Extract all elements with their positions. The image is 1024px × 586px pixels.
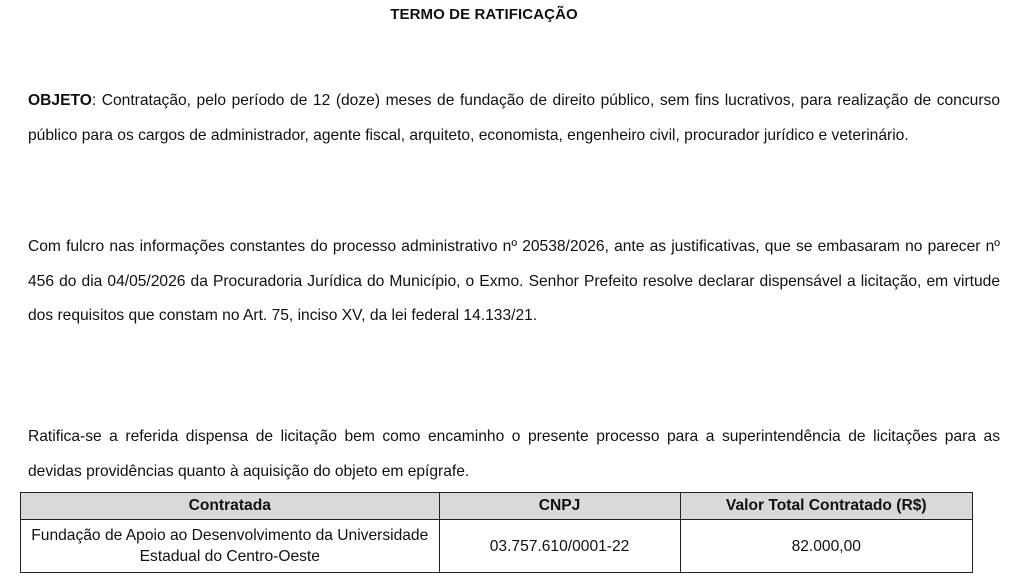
table-header-row	[21, 493, 973, 520]
fulcro-paragraph: Com fulcro nas informações constantes do processo administrativo nº 20538/2026, ante as justificativas, que se embasaram no parecer nº 456 do dia 04/05/2026 da Procuradoria Jurídica do Município, o Exmo. Senhor Prefeito resolve declarar dispensável a licitação, em virtude dos requisitos que constam no Art. 75, inciso XV, da lei federal 14.133/21.	[28, 238, 1000, 324]
header-contratada: Contratada	[21, 493, 440, 520]
cell-valor: 82.000,00	[680, 520, 972, 573]
ratifica-paragraph: Ratifica-se a referida dispensa de licitação bem como encaminho o presente processo para a superintendência de licitações para as devidas providências quanto à aquisição do objeto em epígrafe.	[28, 428, 1000, 480]
contract-table	[20, 492, 973, 573]
objeto-text: : Contratação, pelo período de 12 (doze) meses de fundação de direito público, sem fins lucrativos, para realização de concurso público para os cargos de administrador, agente fiscal, arquiteto, economista, engenheiro civil, procurador jurídico e veterinário.	[28, 92, 1000, 144]
document-title: TERMO DE RATIFICAÇÃO	[390, 6, 578, 23]
header-valor: Valor Total Contratado (R$)	[680, 493, 972, 520]
table-row	[21, 520, 973, 573]
cell-cnpj: 03.757.610/0001-22	[439, 520, 680, 573]
header-cnpj: CNPJ	[439, 493, 680, 520]
objeto-paragraph	[28, 84, 1000, 153]
objeto-label: OBJETO	[28, 92, 92, 109]
cell-contratada: Fundação de Apoio ao Desenvolvimento da Universidade Estadual do Centro-Oeste	[21, 520, 440, 573]
